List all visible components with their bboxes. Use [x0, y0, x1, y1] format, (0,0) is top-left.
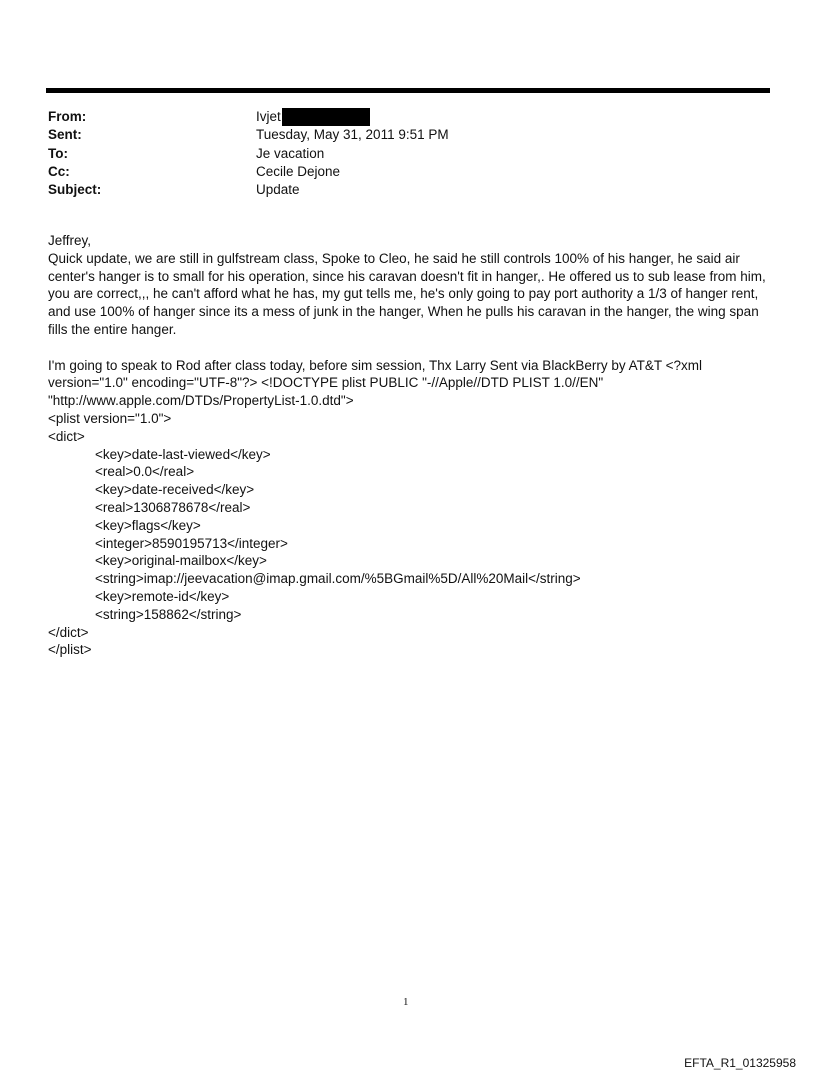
redaction-box [282, 108, 370, 126]
plist-block [48, 410, 778, 659]
to-row [48, 145, 449, 163]
paragraph-update: Quick update, we are still in gulfstream class, Spoke to Cleo, he said he still controls 100% of his hanger, he said air center's hanger is to small for his operation, since his caravan doesn't fit in hanger,. He offered us to sub lease from him, you are correct,,, he can't afford what he has, my gut tells me, he's only going to pay port authority a 1/3 of hanger rent, and use 100% of hanger since its a mess of junk in the hanger, When he pulls his caravan in the hanger, the wing span fills the entire hanger. [48, 250, 766, 337]
dict-open: <dict> [48, 428, 85, 444]
header-rule [46, 88, 770, 93]
dict-line: <key>date-received</key> [95, 482, 255, 498]
dict-line: <key>original-mailbox</key> [95, 553, 267, 569]
subject-row [48, 181, 449, 199]
from-value [256, 108, 370, 126]
dict-line: <real>0.0</real> [95, 464, 195, 480]
cc-label: Cc: [48, 163, 70, 179]
plist-close: </plist> [48, 642, 92, 658]
subject-value: Update [256, 182, 300, 198]
bates-number: EFTA_R1_01325958 [684, 1056, 796, 1070]
cc-value: Cecile Dejone [256, 163, 341, 179]
dict-line: <key>date-last-viewed</key> [95, 446, 271, 462]
dict-line: <key>remote-id</key> [95, 588, 230, 604]
email-body [48, 232, 778, 659]
page-number: 1 [403, 996, 409, 1008]
to-label: To: [48, 145, 68, 161]
paragraph-sign-off: I'm going to speak to Rod after class today, before sim session, Thx Larry Sent via BlackBerry by AT&T <?xml version="1.0" encoding="UTF-8"?> <!DOCTYPE plist PUBLIC "-//Apple//DTD PLIST 1.0//EN" "http://www.apple.com/DTDs/PropertyList-1.0.dtd"> [48, 357, 702, 409]
dict-line: <integer>8590195713</integer> [95, 535, 288, 551]
dict-line: <key>flags</key> [95, 517, 201, 533]
to-value: Je vacation [256, 145, 325, 161]
email-header [48, 108, 449, 199]
from-row [48, 108, 449, 126]
sent-value: Tuesday, May 31, 2011 9:51 PM [256, 127, 449, 143]
from-label: From: [48, 109, 87, 124]
greeting: Jeffrey, [48, 233, 92, 248]
dict-close: </dict> [48, 624, 89, 640]
from-name: Ivjet [256, 109, 281, 124]
cc-row [48, 163, 449, 181]
dict-line: <string>imap://jeevacation@imap.gmail.com/%5BGmail%5D/All%20Mail</string> [95, 571, 581, 587]
subject-label: Subject: [48, 182, 102, 198]
dict-line: <string>158862</string> [95, 606, 242, 622]
dict-line: <real>1306878678</real> [95, 499, 251, 515]
plist-open: <plist version="1.0"> [48, 410, 172, 426]
sent-row [48, 126, 449, 144]
sent-label: Sent: [48, 127, 82, 143]
paragraph-gap [48, 339, 778, 357]
